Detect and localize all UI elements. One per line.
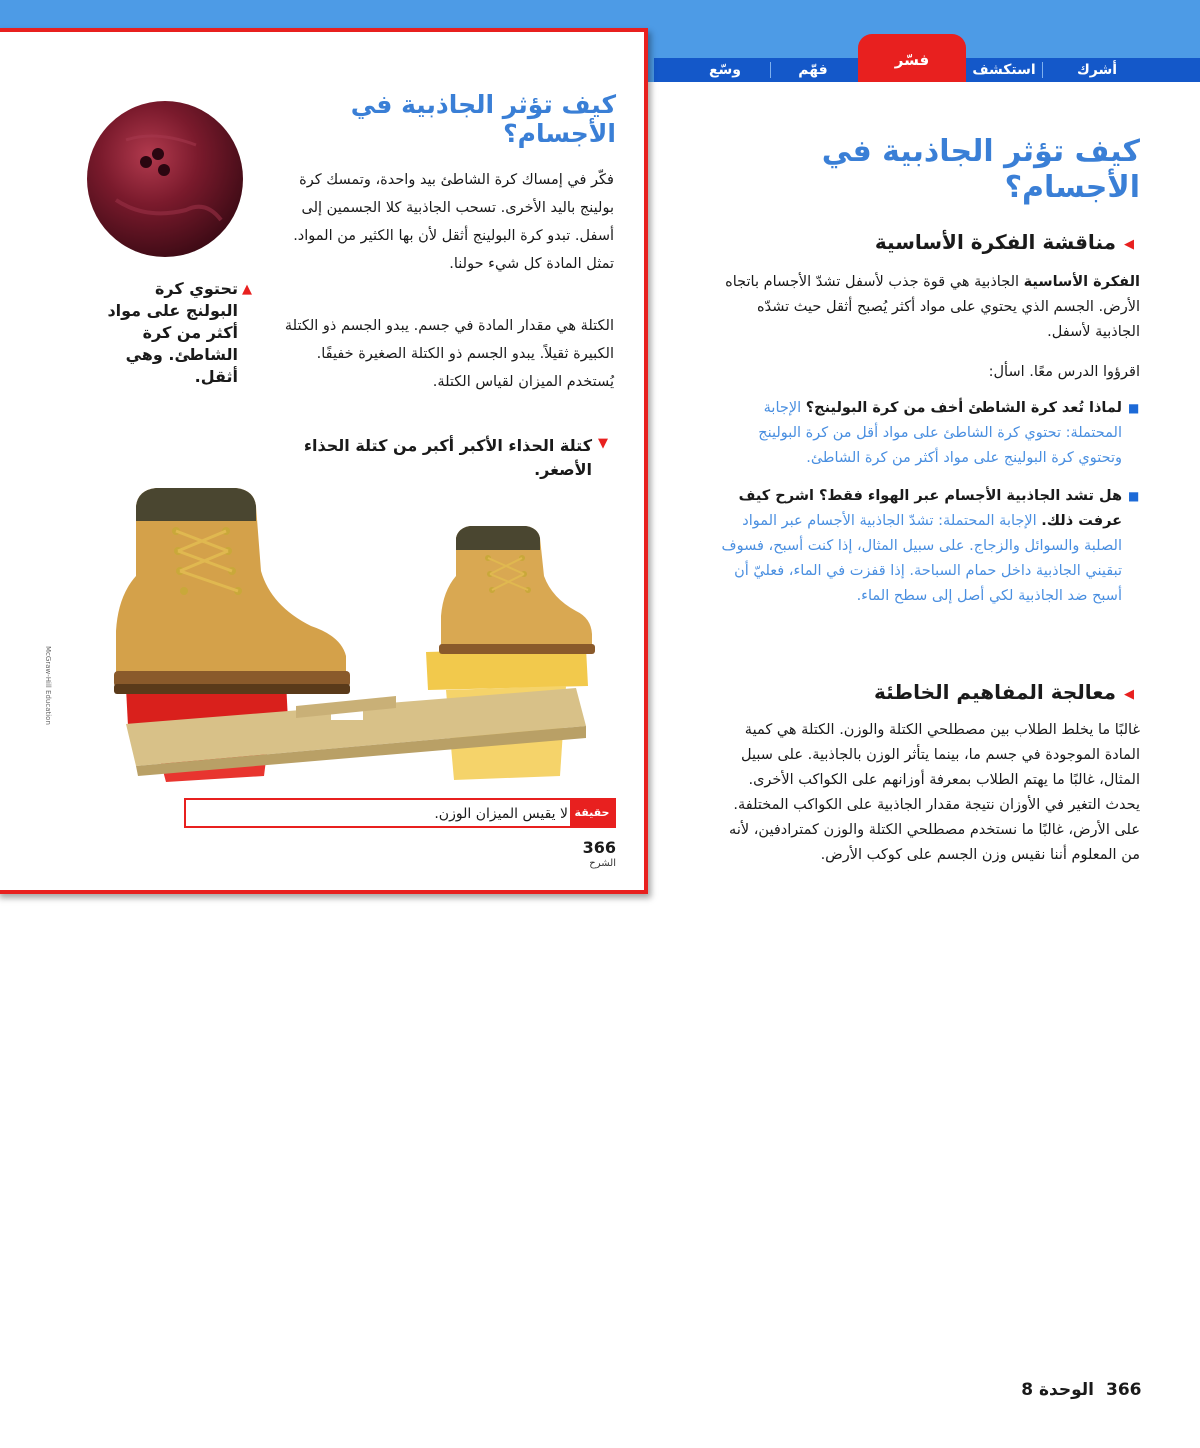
question-marker-icon: ■ xyxy=(1128,401,1140,415)
fact-label: حقيقة xyxy=(570,800,614,826)
student-page-number: 366 xyxy=(582,838,616,857)
student-paragraph-2: الكتلة هي مقدار المادة في جسم. يبدو الجسم ذو الكتلة الكبيرة ثقيلاً. يبدو الجسم ذو الكتلة الصغيرة خفيفًا. يُستخدم الميزان لقياس الكتلة. xyxy=(284,318,614,390)
student-page-title: كيف تؤثر الجاذبية في الأجسام؟ xyxy=(350,90,616,148)
balance-scale-boots-image xyxy=(96,476,596,796)
tab-evaluate[interactable]: وسّع xyxy=(708,62,742,78)
answer-1: الإجابة المحتملة: تحتوي كرة الشاطئ على مواد أقل من كرة البولينج وتحتوي كرة البولينج على مواد أكثر من كرة الشاطئ. xyxy=(758,400,1122,466)
student-paragraph-1: فكّر في إمساك كرة الشاطئ بيد واحدة، وتمسك كرة بولينج باليد الأخرى. تسحب الجاذبية كلا الجسمين إلى أسفل. تبدو كرة البولينج أثقل لأن بها الكثير من المواد. تمثل المادة كل شيء حولنا. xyxy=(293,172,614,272)
tab-explain[interactable]: فسّر xyxy=(858,34,966,82)
misconceptions-text: غالبًا ما يخلط الطلاب بين مصطلحي الكتلة والوزن. الكتلة هي كمية المادة الموجودة في جسم ما، بينما يتأثر الوزن بالجاذبية. على سبيل المثال، غالبًا ما يهتم الطلاب بمعرفة أوزانهم على الكواكب الأخرى. يحدث التغير في الأوزان نتيجة مقدار الجاذبية على الكواكب المختلفة. على الأرض، غالبًا ما نستخدم مصطلحي الكتلة والوزن كمترادفين، لأنه من المعلوم أننا نقيس وزن الجسم على كوكب الأرض. xyxy=(729,722,1140,863)
question-2: هل تشد الجاذبية الأجسام عبر الهواء فقط؟ اشرح كيف عرفت ذلك. xyxy=(738,488,1122,529)
teacher-title: كيف تؤثر الجاذبية في الأجسام؟ xyxy=(821,134,1140,205)
photo-credit: McGraw-Hill Education xyxy=(44,646,52,725)
tab-elaborate[interactable]: فهّم xyxy=(798,62,828,78)
question-2-block xyxy=(712,484,1122,609)
fact-text: لا يقيس الميزان الوزن. xyxy=(434,806,568,822)
question-1-block xyxy=(712,396,1122,471)
footer-unit: الوحدة 8 xyxy=(1021,1380,1094,1400)
answer-2: الإجابة المحتملة: تشدّ الجاذبية الأجسام عبر المواد الصلبة والسوائل والزجاج. على سبيل المثال، إذا كنت أسبح، فسوف تبقيني الجاذبية داخل حمام السباحة. إذا قفزت في الماء، فعليّ أن أسبح ضد الجاذبية لكي أصل إلى سطح الماء. xyxy=(721,513,1122,604)
question-1: لماذا تُعد كرة الشاطئ أخف من كرة البولينج؟ xyxy=(805,400,1122,416)
tab-divider xyxy=(1042,62,1043,78)
main-idea-text: الجاذبية هي قوة جذب لأسفل تشدّ الأجسام باتجاه الأرض. الجسم الذي يحتوي على مواد أكثر يُصبح أثقل حيث تشدّه الجاذبية لأسفل. xyxy=(725,274,1140,340)
bowling-ball-image xyxy=(86,100,244,258)
tab-divider xyxy=(770,62,771,78)
caption-marker-icon: ▼ xyxy=(598,436,608,451)
shoe-caption: كتلة الحذاء الأكبر أكبر من كتلة الحذاء الأصغر. xyxy=(303,436,592,479)
bowling-ball-caption: تحتوي كرة البولنج على مواد أكثر من كرة الشاطئ. وهي أثقل. xyxy=(107,279,238,386)
fact-box xyxy=(184,798,616,828)
section-heading-main-idea: مناقشة الفكرة الأساسية xyxy=(874,230,1116,254)
student-page-section: الشرح xyxy=(589,858,616,869)
section-marker-icon: ◀ xyxy=(1124,687,1134,702)
question-marker-icon: ■ xyxy=(1128,489,1140,503)
main-idea-label: الفكرة الأساسية xyxy=(1023,274,1140,290)
section-heading-misconceptions: معالجة المفاهيم الخاطئة xyxy=(874,680,1116,704)
tab-engage[interactable]: أشرك xyxy=(1076,62,1118,78)
main-idea-block xyxy=(722,270,1140,345)
read-prompt: اقرؤوا الدرس معًا. اسأل: xyxy=(988,364,1140,380)
tab-explore[interactable]: استكشف xyxy=(972,62,1036,78)
caption-marker-icon: ▲ xyxy=(242,282,252,297)
footer-page-number: 366 xyxy=(1106,1380,1142,1400)
section-marker-icon: ◀ xyxy=(1124,237,1134,252)
